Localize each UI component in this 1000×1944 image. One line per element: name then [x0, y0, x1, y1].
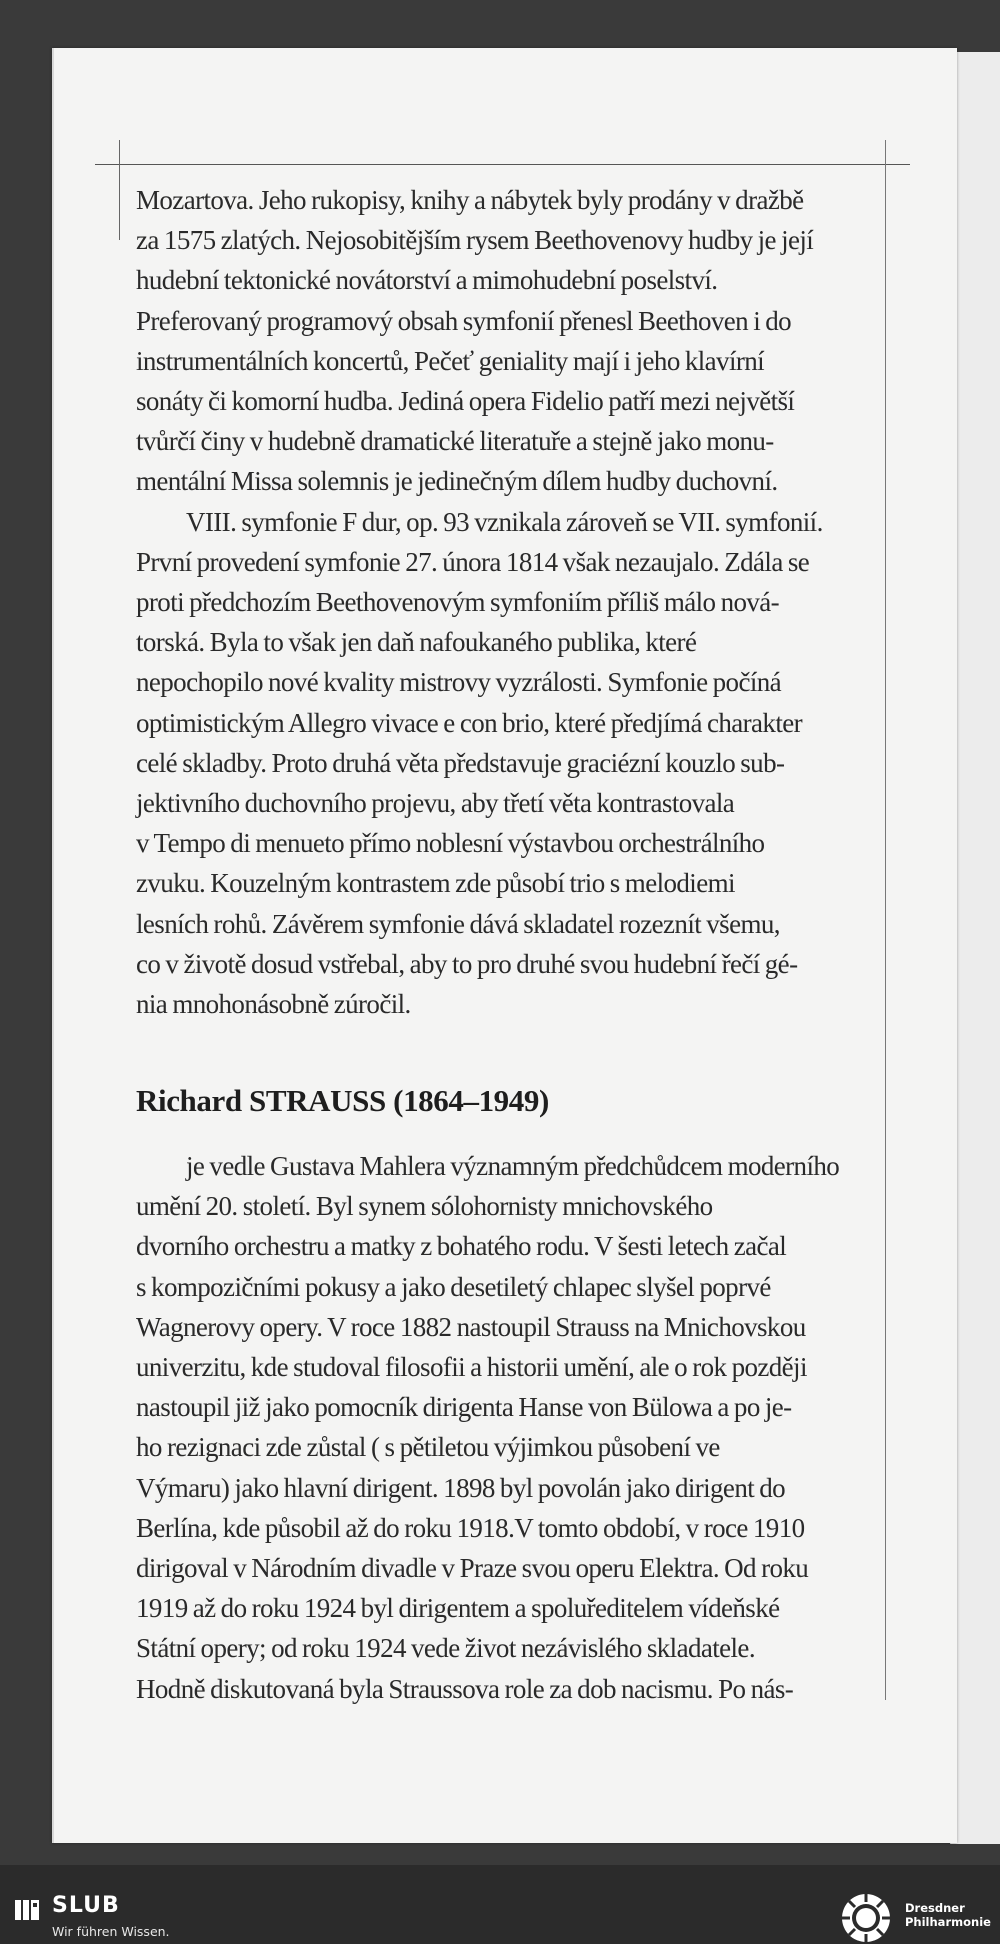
text-line: nastoupil již jako pomocník dirigenta Hanse von Bülowa a po je-: [136, 1392, 792, 1423]
dresdner-philharmonie-name[interactable]: [905, 1901, 1000, 1929]
text-line: nepochopilo nové kvality mistrovy vyzrálosti. Symfonie počíná: [136, 667, 782, 698]
text-line: mentální Missa solemnis je jedinečným dílem hudby duchovní.: [136, 466, 778, 497]
text-line: umění 20. století. Byl synem sólohornisty mnichovského: [136, 1191, 713, 1222]
text-line: Hodně diskutovaná byla Straussova role za dob nacismu. Po nás-: [136, 1673, 794, 1704]
next-page-edge: [950, 52, 1000, 1844]
text-line: VIII. symfonie F dur, op. 93 vznikala zároveň se VII. symfonií.: [186, 506, 823, 537]
paragraph-strauss-biography: [136, 1146, 866, 1709]
text-line: celé skladby. Proto druhá věta představuje graciézní kouzlo sub-: [136, 747, 785, 778]
slub-home-link[interactable]: SLUB: [52, 1893, 120, 1918]
text-line: Wagnerovy opery. V roce 1882 nastoupil Strauss na Mnichovskou: [136, 1311, 806, 1342]
strauss-text-block: [136, 1146, 866, 1709]
text-line: dirigoval v Národním divadle v Praze svou operu Elektra. Od roku: [136, 1553, 809, 1584]
text-line: Mozartova. Jeho rukopisy, knihy a nábytek byly prodány v dražbě: [136, 185, 804, 215]
text-line: v Tempo di menueto přímo noblesní výstavbou orchestrálního: [136, 828, 765, 859]
text-line: ho rezignaci zde zůstal ( s pětiletou výjimkou působení ve: [136, 1432, 720, 1463]
text-line: sonáty či komorní hudba. Jediná opera Fidelio patří mezi největší: [136, 386, 795, 417]
text-line: 1919 až do roku 1924 byl dirigentem a spoluředitelem vídeňské: [136, 1593, 780, 1624]
top-rule: [95, 164, 910, 165]
text-line: instrumentálních koncertů, Pečeť geniality mají i jeho klavírní: [136, 345, 765, 376]
slub-tagline: Wir führen Wissen.: [52, 1924, 170, 1939]
text-line: Státní opery; od roku 1924 vede život nezávislého skladatele.: [136, 1633, 755, 1664]
text-line: univerzitu, kde studoval filosofii a historii umění, ale o rok později: [136, 1352, 807, 1383]
text-line: za 1575 zlatých. Nejosobitějším rysem Beethovenovy hudby je její: [136, 225, 814, 256]
text-line: dvorního orchestru a matky z bohatého rodu. V šesti letech začal: [136, 1231, 787, 1262]
text-line: torská. Byla to však jen daň nafoukaného publika, které: [136, 627, 697, 658]
paragraph-mozart-continuation: [136, 180, 866, 502]
text-line: První provedení symfonie 27. února 1814 však nezaujalo. Zdála se: [136, 546, 810, 577]
paragraph-eighth-symphony: [136, 502, 866, 1025]
text-line: proti předchozím Beethovenovým symfoniím příliš málo nová-: [136, 587, 780, 618]
right-margin-rule: [885, 140, 886, 1700]
text-line: lesních rohů. Závěrem symfonie dává skladatel rozeznít všemu,: [136, 908, 780, 939]
text-line: nia mnohonásobně zúročil.: [136, 989, 411, 1020]
section-heading-strauss: Richard STRAUSS (1864–1949): [136, 1083, 549, 1118]
dresdner-philharmonie-logo-icon: [840, 1892, 892, 1944]
text-line: optimistickým Allegro vivace e con brio, které předjímá charakter: [136, 707, 802, 738]
partner-name-line-1: Dresdner: [905, 1901, 965, 1915]
text-line: jektivního duchovního projevu, aby třetí věta kontrastovala: [136, 788, 735, 819]
text-line: tvůrčí činy v hudebně dramatické literatuře a stejně jako monu-: [136, 426, 774, 457]
text-line: Berlína, kde působil až do roku 1918.V tomto období, v roce 1910: [136, 1512, 805, 1543]
text-line: je vedle Gustava Mahlera významným předchůdcem moderního: [186, 1151, 840, 1181]
text-line: s kompozičními pokusy a jako desetiletý chlapec slyšel poprvé: [136, 1271, 771, 1302]
text-line: Preferovaný programový obsah symfonií přenesl Beethoven i do: [136, 305, 792, 336]
text-line: zvuku. Kouzelným kontrastem zde působí trio s melodiemi: [136, 868, 735, 899]
text-line: co v životě dosud vstřebal, aby to pro druhé svou hudební řečí gé-: [136, 948, 798, 979]
partner-name-line-2: Philharmonie: [905, 1915, 991, 1929]
slub-logo-icon: [14, 1897, 40, 1923]
text-line: hudební tektonické novátorství a mimohudební poselství.: [136, 265, 718, 296]
left-corner-rule: [119, 140, 120, 240]
beethoven-text-block: [136, 180, 866, 1024]
text-line: Výmaru) jako hlavní dirigent. 1898 byl povolán jako dirigent do: [136, 1472, 786, 1503]
